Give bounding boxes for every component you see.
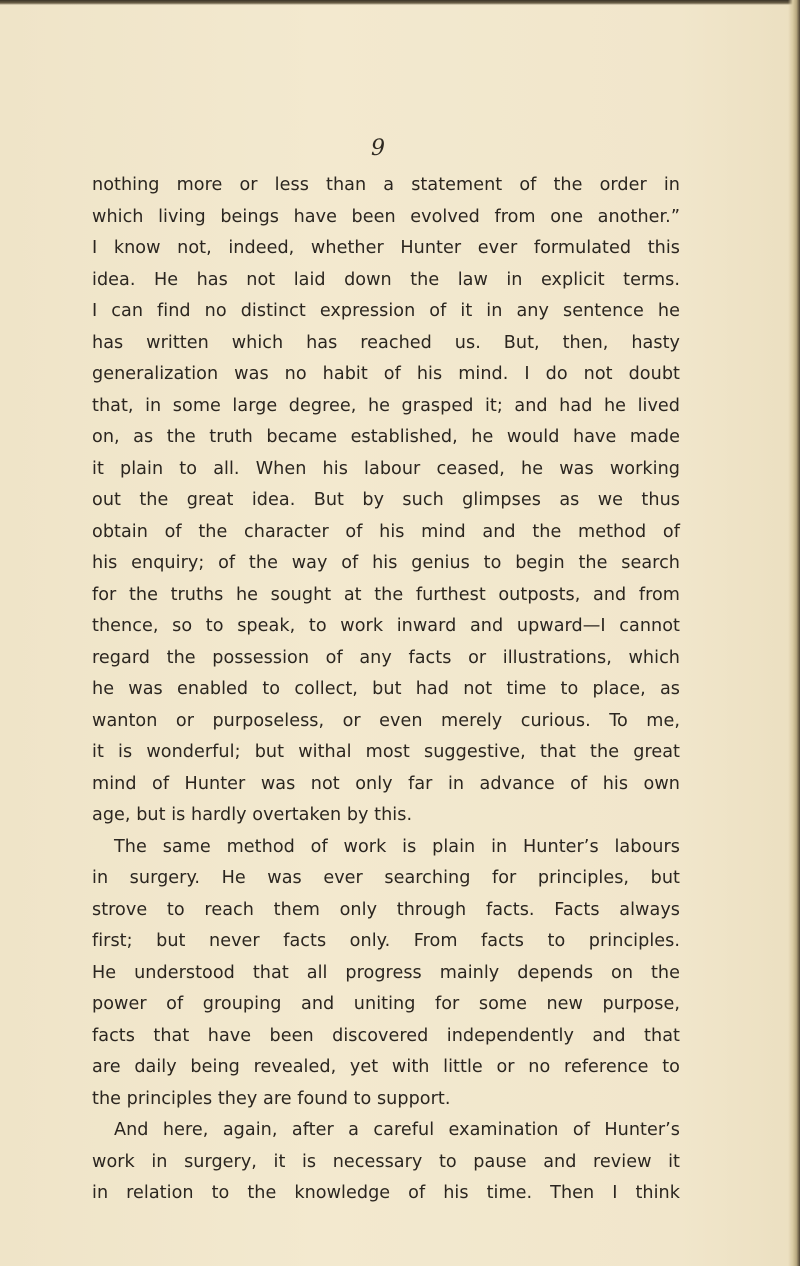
- text-line: first; but never facts only. From facts to principles.: [92, 931, 680, 951]
- page-binding-edge: [788, 0, 800, 1266]
- text-line: He understood that all progress mainly depends on the: [92, 962, 680, 983]
- text-line: he was enabled to collect, but had not time to place, as: [92, 679, 680, 699]
- text-line: in surgery. He was ever searching for principles, but: [92, 868, 680, 888]
- text-line: And here, again, after a careful examination of Hunter’s: [114, 1120, 680, 1140]
- text-line: for the truths he sought at the furthest outposts, and from: [92, 584, 680, 605]
- text-line: regard the possession of any facts or illustrations, which: [92, 647, 680, 668]
- text-line: on, as the truth became established, he would have made: [92, 427, 680, 447]
- text-line: facts that have been discovered independently and that: [92, 1025, 680, 1046]
- body-text: [92, 170, 680, 1210]
- text-line: that, in some large degree, he grasped it; and had he lived: [92, 395, 680, 416]
- page-top-edge: [0, 0, 800, 5]
- text-line: I can find no distinct expression of it in any sentence he: [92, 301, 680, 321]
- text-line: idea. He has not laid down the law in explicit terms.: [92, 269, 680, 290]
- text-line: power of grouping and uniting for some new purpose,: [92, 994, 680, 1014]
- text-line: obtain of the character of his mind and the method of: [92, 521, 680, 542]
- text-line: mind of Hunter was not only far in advance of his own: [92, 773, 680, 794]
- text-line: wanton or purposeless, or even merely curious. To me,: [92, 710, 680, 731]
- page-number: 9: [371, 136, 385, 161]
- text-line: I know not, indeed, whether Hunter ever formulated this: [92, 238, 680, 258]
- text-line: age, but is hardly overtaken by this.: [92, 805, 413, 825]
- text-line: which living beings have been evolved from one another.”: [92, 206, 680, 227]
- text-line: are daily being revealed, yet with little or no reference to: [92, 1057, 680, 1077]
- text-line: generalization was no habit of his mind. I do not doubt: [92, 364, 680, 384]
- text-line: the principles they are found to support.: [92, 1088, 451, 1109]
- text-line: work in surgery, it is necessary to pause and review it: [92, 1151, 680, 1172]
- text-line: in relation to the knowledge of his time. Then I think: [92, 1183, 680, 1203]
- text-line: strove to reach them only through facts. Facts always: [92, 899, 680, 920]
- text-line: it is wonderful; but withal most suggestive, that the great: [92, 742, 680, 762]
- text-line: thence, so to speak, to work inward and upward—I cannot: [92, 616, 680, 636]
- text-line: The same method of work is plain in Hunter’s labours: [114, 836, 680, 857]
- text-line: nothing more or less than a statement of the order in: [92, 175, 680, 195]
- text-line: has written which has reached us. But, then, hasty: [92, 332, 680, 353]
- text-line: out the great idea. But by such glimpses as we thus: [92, 490, 680, 510]
- text-line: his enquiry; of the way of his genius to begin the search: [92, 553, 680, 573]
- text-line: it plain to all. When his labour ceased, he was working: [92, 458, 680, 479]
